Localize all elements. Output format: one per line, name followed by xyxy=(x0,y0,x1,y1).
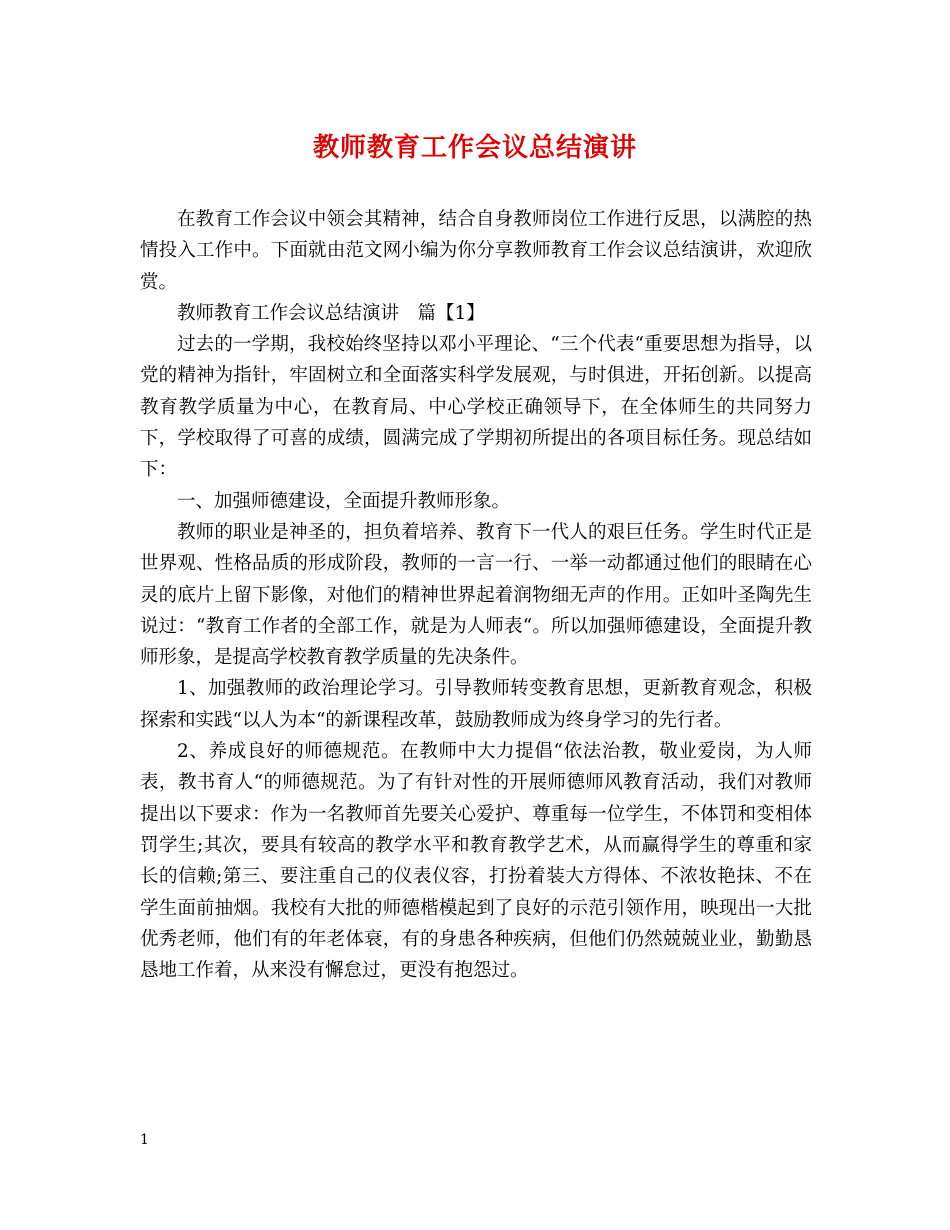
paragraph-intro: 在教育工作会议中领会其精神，结合自身教师岗位工作进行反思，以满腔的热情投入工作中。下面就由范文网小编为你分享教师教育工作会议总结演讲，欢迎欣赏。 xyxy=(140,209,812,293)
subheading-teacher-ethics: 一、加强师德建设，全面提升教师形象。 xyxy=(177,490,511,512)
paragraph-item-1: 1、加强教师的政治理论学习。引导教师转变教育思想，更新教育观念，积极探索和实践“以人为本“的新课程改革，鼓励教师成为终身学习的先行者。 xyxy=(140,678,812,731)
body-text xyxy=(140,204,812,986)
page-title: 教师教育工作会议总结演讲 xyxy=(312,133,637,163)
paragraph-teacher-role: 教师的职业是神圣的，担负着培养、教育下一代人的艰巨任务。学生时代正是世界观、性格品质的形成阶段，教师的一言一行、一举一动都通过他们的眼睛在心灵的底片上留下影像，对他们的精神世界起着润物细无声的作用。正如叶圣陶先生说过：“教育工作者的全部工作，就是为人师表“。所以加强师德建设，全面提升教师形象，是提高学校教育教学质量的先决条件。 xyxy=(140,521,812,669)
paragraph-item-2: 2、养成良好的师德规范。在教师中大力提倡“依法治教，敬业爱岗，为人师表，教书育人“的师德规范。为了有针对性的开展师德师风教育活动，我们对教师提出以下要求：作为一名教师首先要关心爱护、尊重每一位学生，不体罚和变相体罚学生;其次，要具有较高的教学水平和教育教学艺术，从而赢得学生的尊重和家长的信赖;第三、要注重自己的仪表仪容，打扮着装大方得体、不浓妆艳抹、不在学生面前抽烟。我校有大批的师德楷模起到了良好的示范引领作用，映现出一大批优秀老师，他们有的年老体衰，有的身患各种疾病，但他们仍然兢兢业业，勤勤恳恳地工作着，从来没有懈怠过，更没有抱怨过。 xyxy=(140,741,812,982)
page-number: 1 xyxy=(140,1132,149,1148)
section-heading: 教师教育工作会议总结演讲 篇【1】 xyxy=(177,302,485,324)
paragraph-summary: 过去的一学期，我校始终坚持以邓小平理论、“三个代表“重要思想为指导，以党的精神为指针，牢固树立和全面落实科学发展观，与时俱进，开拓创新。以提高教育教学质量为中心，在教育局、中心学校正确领导下，在全体师生的共同努力下，学校取得了可喜的成绩，圆满完成了学期初所提出的各项目标任务。现总结如下： xyxy=(140,334,812,481)
